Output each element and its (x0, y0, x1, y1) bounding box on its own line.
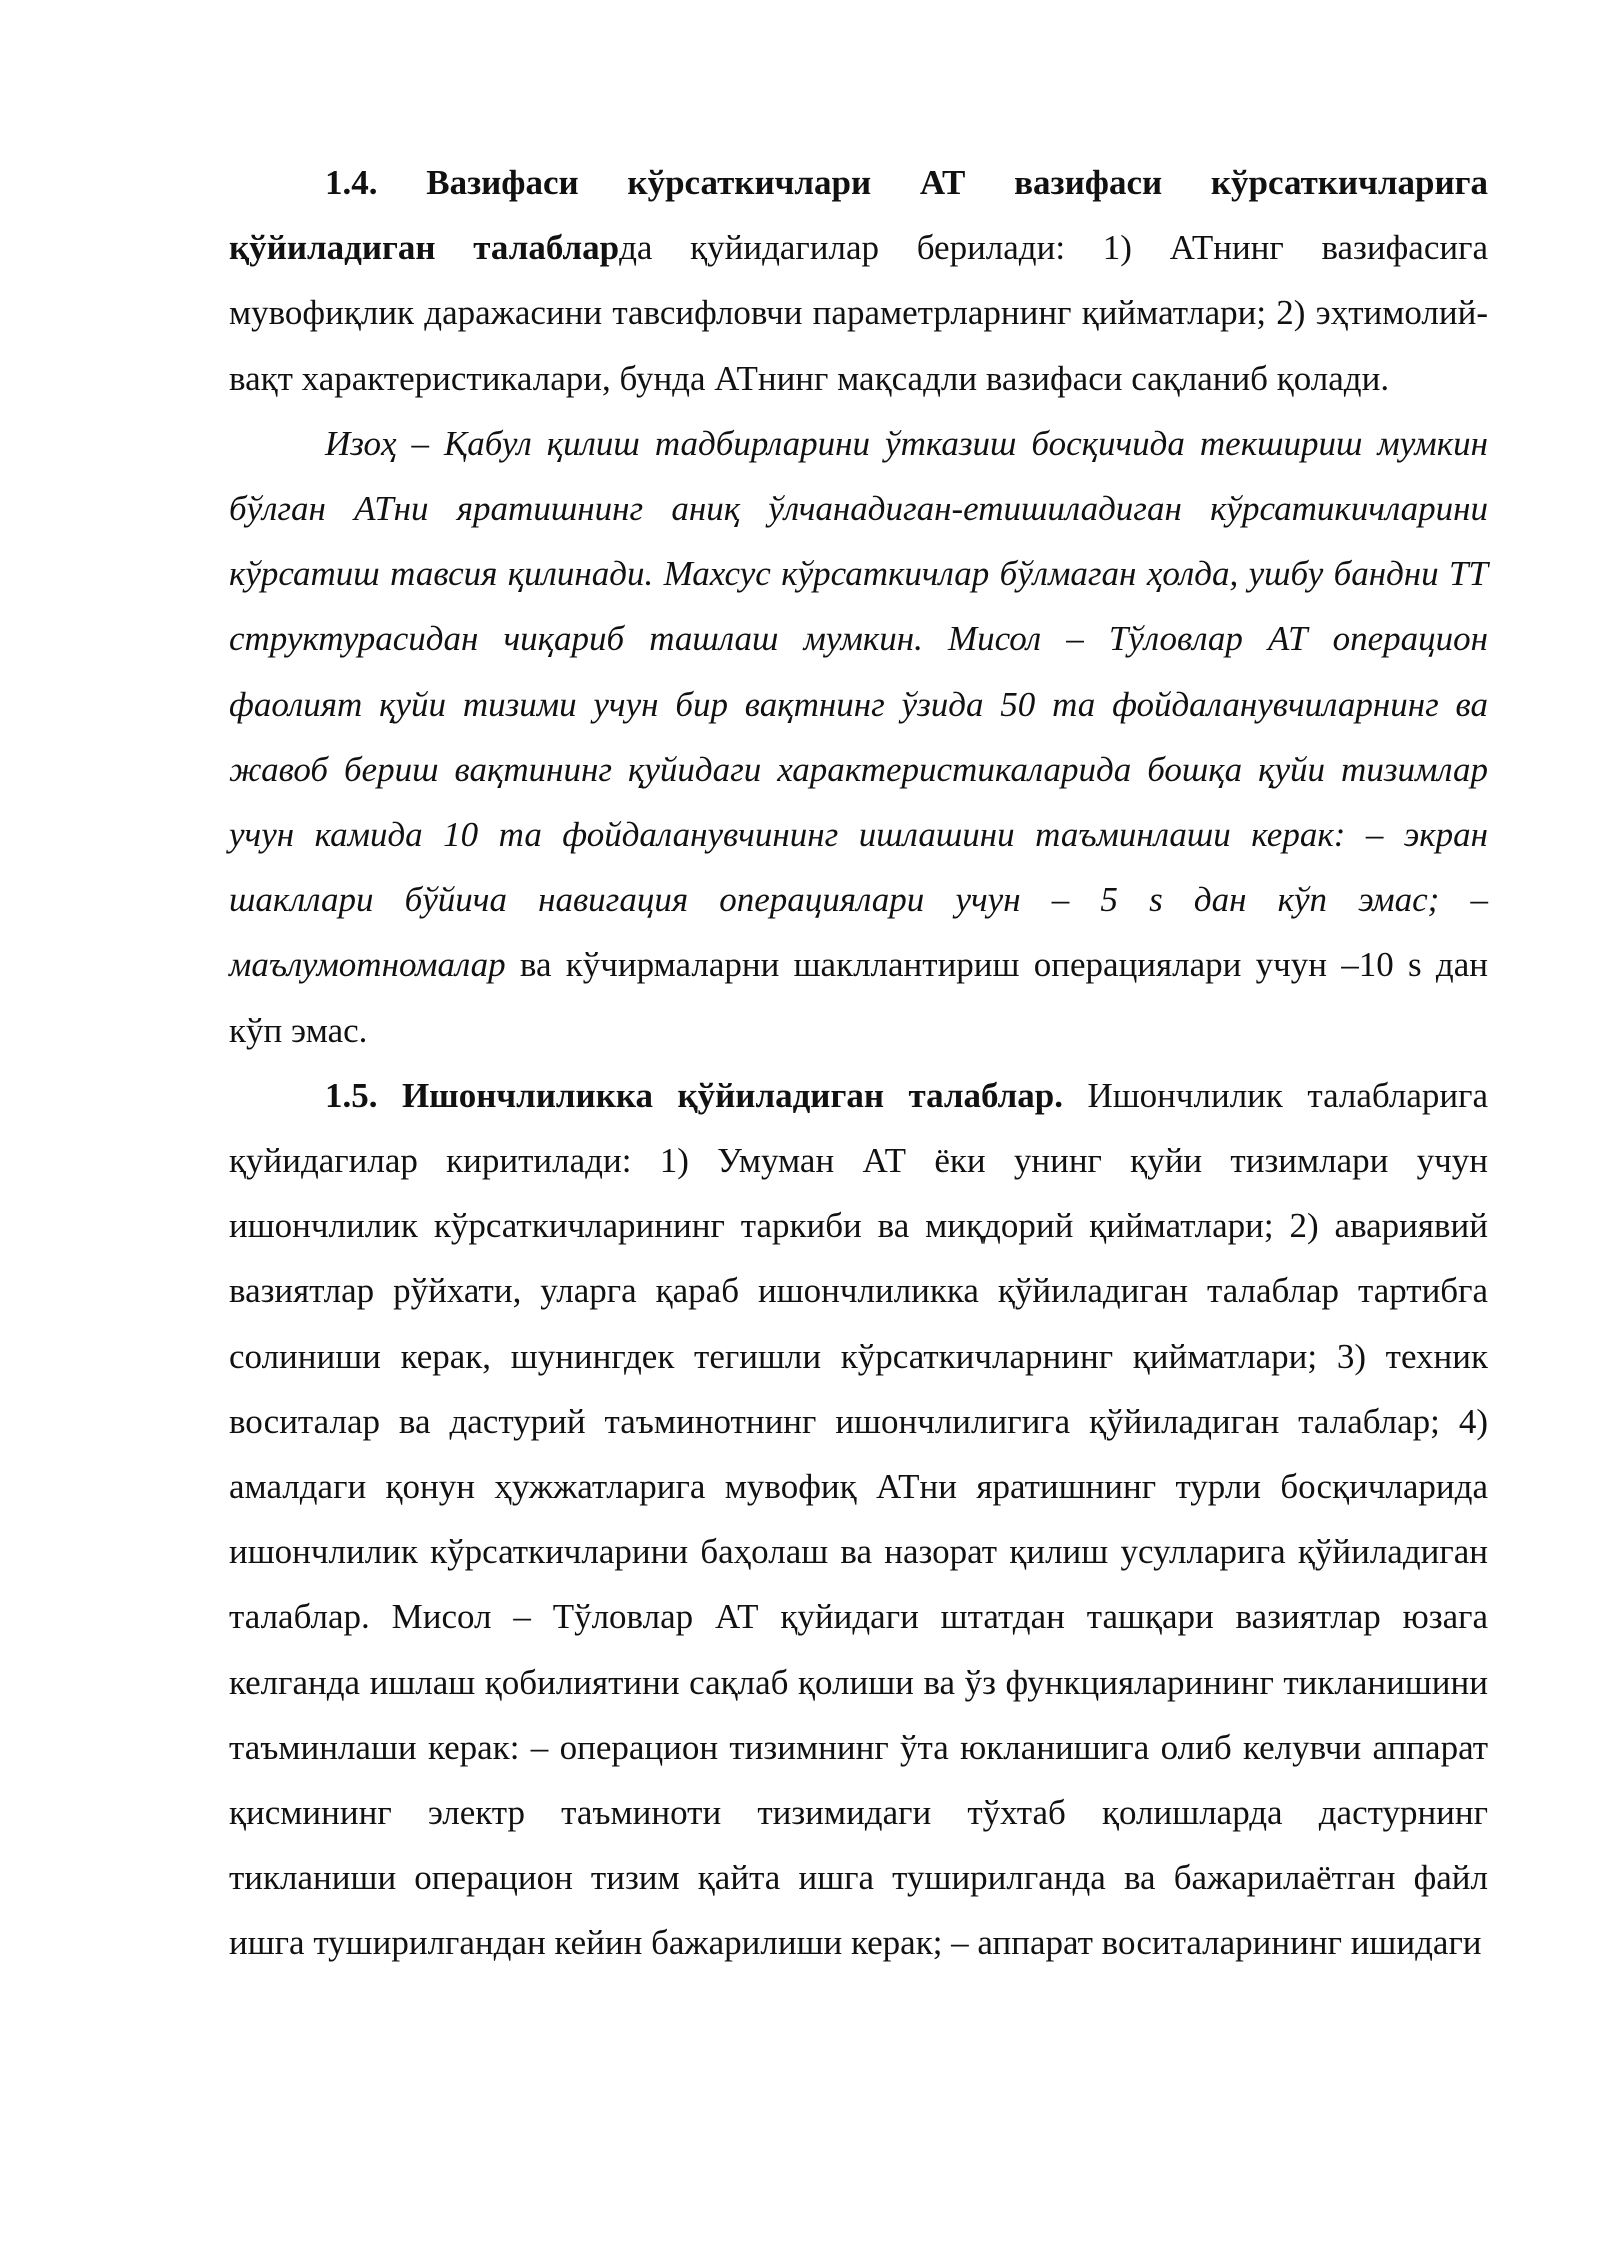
section-1-4-heading-title: Вазифаси кўрсаткичлари АТ вазифаси кўрсаткичларига қўйиладиган талабл (229, 163, 1488, 268)
note-regular-text: ва кўчирмаларни шакллантириш операциялари учун –10 s дан кўп эмас. (229, 945, 1488, 1050)
section-1-5-body: Ишончлилик талабларига қуйидагилар киритилади: 1) Умуман АТ ёки унинг қуйи тизимлари учун ишончлилик кўрсаткичларининг таркиби ва миқдорий қийматлари; 2) авариявий вазиятлар рўйхати, уларга қараб ишончлиликка қўйиладиган талаблар тартибга солиниши керак, шунингдек тегишли кўрсаткичларнинг қийматлари; 3) техник воситалар ва дастурий таъминотнинг ишончлилигига қўйиладиган талаблар; 4) амалдаги қонун ҳужжатларига мувофиқ АТни яратишнинг турли босқичларида ишончлилик кўрсаткичларини баҳолаш ва назорат қилиш усулларига қўйиладиган талаблар. Мисол – Тўловлар АТ қуйидаги штатдан ташқари вазиятлар юзага келганда ишлаш қобилиятини сақлаб қолиши ва ўз функцияларининг тикланишини таъминлаши керак: – операцион тизимнинг ўта юкланишига олиб келувчи аппарат қисмининг электр таъминоти тизимидаги тўхтаб қолишларда дастурнинг тикланиши операцион тизим қайта ишга туширилганда ва бажарилаётган файл ишга туширилгандан кейин бажарилиши керак; – аппарат воситаларининг ишидаги (229, 1075, 1488, 1963)
note-paragraph (229, 411, 1488, 1063)
section-1-4-heading-number: 1.4. (325, 163, 378, 202)
section-1-5-paragraph (229, 1063, 1488, 1976)
document-page (229, 150, 1488, 1976)
section-1-4-body: да қуйидагилар берилади: 1) АТнинг вазифасига мувофиқлик даражасини тавсифловчи параметрларнинг қийматлари; 2) эҳтимолий-вақт характеристикалари, бунда АТнинг мақсадли вазифаси сақланиб қолади. (229, 228, 1488, 398)
note-italic-text: Изоҳ – Қабул қилиш тадбирларини ўтказиш босқичида текшириш мумкин бўлган АТни яратишнинг аниқ ўлчанадиган-етишиладиган кўрсатикичларини кўрсатиш тавсия қилинади. Махсус кўрсаткичлар бўлмаган ҳолда, ушбу бандни ТТ структурасидан чиқариб ташлаш мумкин. Мисол – Тўловлар АТ операцион фаолият қуйи тизими учун бир вақтнинг ўзида 50 та фойдаланувчиларнинг ва жавоб бериш вақтининг қуйидаги характеристикаларида бошқа қуйи тизимлар учун камида 10 та фойдаланувчининг ишлашини таъминлаши керак: – экран шакллари бўйича навигация операциялари учун – 5 s дан кўп эмас; – маълумотномалар (229, 423, 1488, 985)
section-1-5-heading: 1.5. Ишончлиликка қўйиладиган талаблар. (325, 1075, 1064, 1115)
section-1-4-heading-title-end: ар (582, 228, 620, 268)
section-1-4-paragraph (229, 150, 1488, 411)
